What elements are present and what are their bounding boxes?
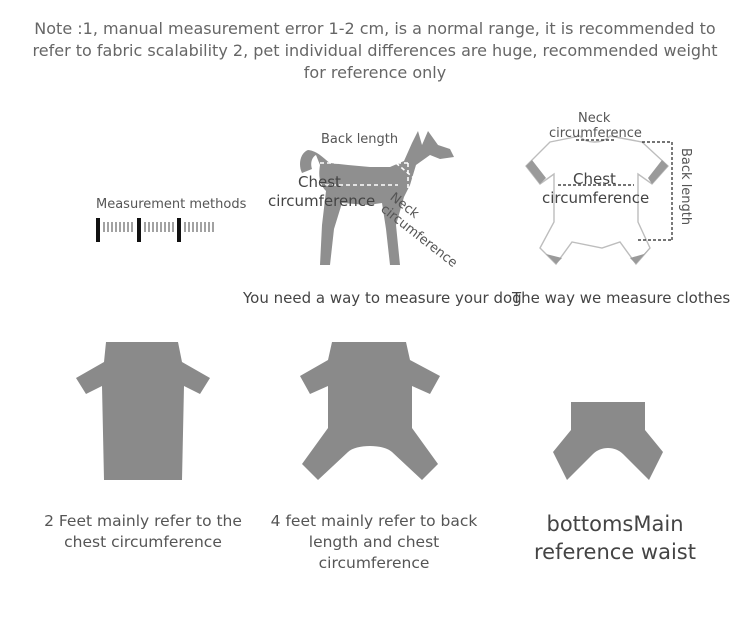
dog-back-length-label: Back length [321,132,399,147]
clothes-chest-label-line2: circumference [542,189,650,207]
clothes-neck-label-line1: Neck [578,111,611,126]
ruler-icon [96,218,220,244]
dog-neck-label: Neck circumference [377,190,460,271]
dog-chest-label-line2: circumference [268,192,376,210]
dog-caption: You need a way to measure your dog [243,289,522,307]
measurement-methods-label: Measurement methods [96,197,247,212]
four-feet-garment-icon [296,340,446,485]
clothes-chest-label-line1: Chest [573,170,616,188]
clothes-caption: The way we measure clothes [512,289,731,307]
size-note: Note :1, manual measurement error 1-2 cm, is a normal range, it is recommended to refer to fabric scalability 2, pet individual differences are huge, recommended weight for reference only [32,19,718,82]
clothes-neck-label-line2: circumference [549,126,642,141]
four-feet-caption: 4 feet mainly refer to back length and chest circumference [270,512,478,572]
two-feet-caption: 2 Feet mainly refer to the chest circumference [44,512,242,551]
bottoms-caption: bottomsMain reference waist [533,512,696,564]
two-feet-garment-icon [74,340,214,485]
clothes-back-length-label: Back length [678,148,693,226]
bottoms-garment-icon [553,402,665,484]
dog-chest-label: Chest [298,173,341,191]
